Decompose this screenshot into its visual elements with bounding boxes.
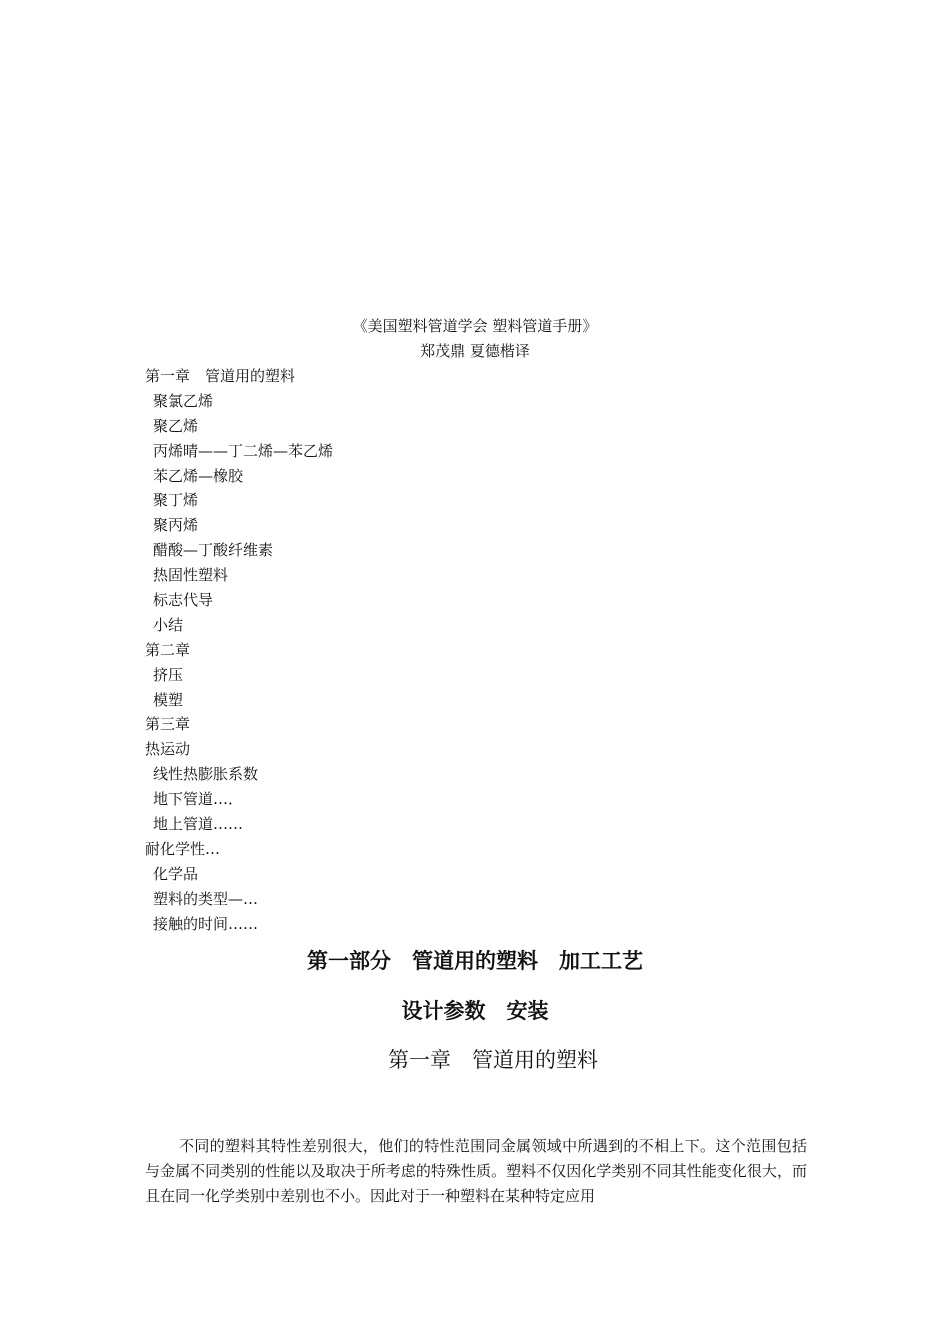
toc-section-item: 地上管道…… [153, 815, 244, 834]
toc-section-item: 丙烯晴——丁二烯—苯乙烯 [153, 441, 334, 460]
document-title: 《美国塑料管道学会 塑料管道手册》 [352, 317, 598, 335]
table-of-contents [145, 364, 805, 936]
toc-section-item: 模塑 [153, 690, 184, 709]
chapter-heading: 第一章 管道用的塑料 [388, 1048, 598, 1072]
translators-line: 郑茂鼎 夏德楷译 [420, 342, 530, 360]
toc-section-item: 聚氯乙烯 [153, 391, 214, 410]
toc-chapter-item: 第一章 管道用的塑料 [145, 367, 296, 385]
toc-section-item: 热固性塑料 [153, 566, 229, 585]
toc-section-item: 醋酸—丁酸纤维素 [153, 541, 274, 560]
toc-section-item: 地下管道…． [153, 790, 244, 809]
part-heading: 第一部分 管道用的塑料 加工工艺 [307, 949, 643, 973]
toc-chapter-item: 热运动 [145, 740, 191, 759]
toc-section-item: 小结 [153, 615, 184, 634]
toc-section-item: 聚丁烯 [153, 491, 199, 510]
toc-section-item: 聚丙烯 [153, 516, 199, 535]
toc-section-item: 聚乙烯 [153, 416, 199, 435]
toc-section-item: 塑料的类型—… [153, 889, 259, 908]
toc-section-item: 线性热膨胀系数 [153, 765, 259, 784]
toc-section-item: 标志代导 [153, 591, 214, 610]
toc-section-item: 接触的时间…… [153, 914, 259, 933]
toc-section-item: 化学品 [153, 864, 199, 883]
body-paragraph: 不同的塑料其特性差别很大，他们的特性范围同金属领域中所遇到的不相上下。这个范围包括与金属不同类别的性能以及取决于所考虑的特殊性质。塑料不仅因化学类别不同其性能变化很大，而且在同一化学类别中差别也不小。因此对于一种塑料在某种特定应用 [145, 1137, 807, 1205]
toc-section-item: 挤压 [153, 665, 184, 684]
toc-chapter-item: 第二章 [145, 640, 191, 659]
toc-section-item: 苯乙烯—橡胶 [153, 466, 244, 485]
part-subheading: 设计参数 安装 [401, 999, 549, 1023]
toc-chapter-item: 第三章 [145, 715, 191, 734]
toc-chapter-item: 耐化学性… [145, 839, 221, 858]
